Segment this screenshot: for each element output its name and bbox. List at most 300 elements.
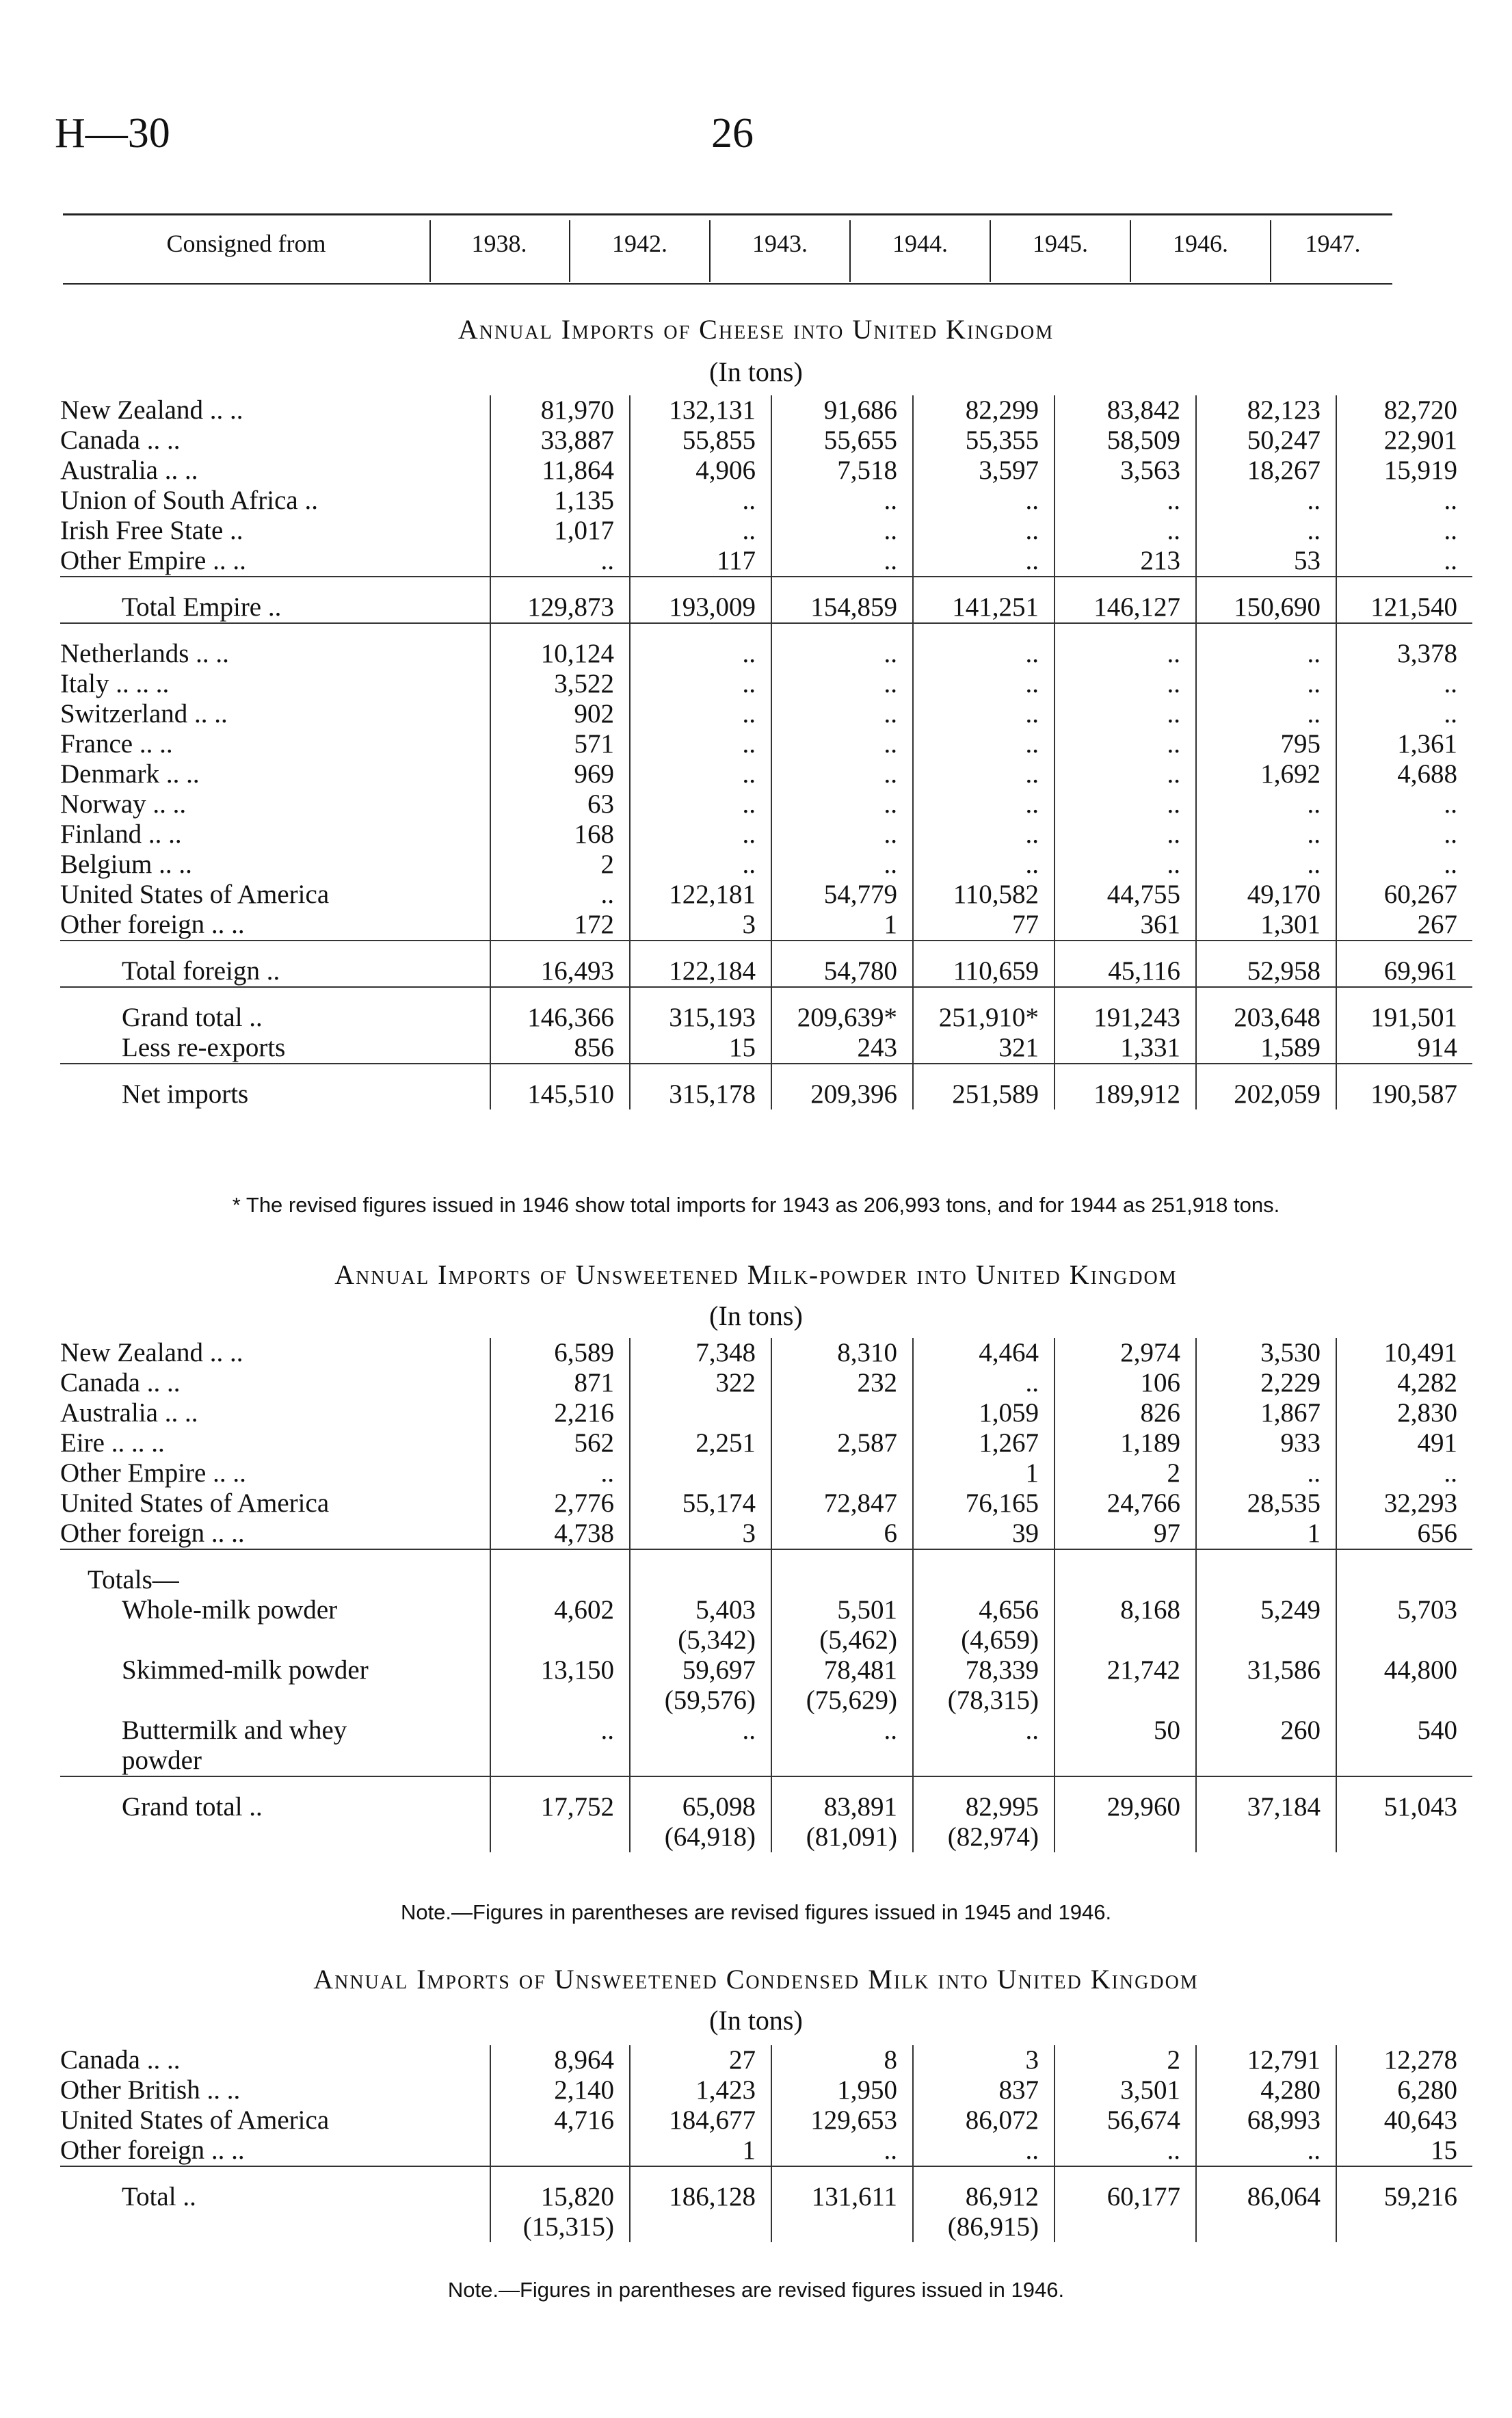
value-cell: 251,910* — [913, 1003, 1055, 1033]
value-cell — [1055, 2212, 1196, 2242]
value-cell: 260 — [1196, 1716, 1336, 1746]
value-cell: 172 — [490, 910, 630, 941]
value-cell: .. — [630, 639, 771, 669]
value-cell: .. — [1336, 669, 1472, 699]
value-cell: .. — [1055, 819, 1196, 850]
value-cell: 1,423 — [630, 2075, 771, 2105]
row-label — [60, 1685, 490, 1716]
value-cell: 49,170 — [1196, 880, 1336, 910]
value-cell — [630, 1565, 771, 1595]
value-cell: 10,491 — [1336, 1338, 1472, 1368]
value-cell: .. — [630, 669, 771, 699]
value-cell: 22,901 — [1336, 425, 1472, 456]
value-cell: .. — [1055, 2136, 1196, 2166]
value-cell: 58,509 — [1055, 425, 1196, 456]
value-cell: 82,720 — [1336, 395, 1472, 425]
value-cell: 82,995 — [913, 1792, 1055, 1822]
value-cell: 1,589 — [1196, 1033, 1336, 1064]
value-cell: 1,950 — [771, 2075, 913, 2105]
milkpowder-row — [60, 1488, 1472, 1519]
value-cell: 132,131 — [630, 395, 771, 425]
cheese-table-title: Annual Imports of Cheese into United Kingdom — [457, 314, 1055, 345]
value-cell: 2,974 — [1055, 1338, 1196, 1368]
spacer — [1336, 2166, 1472, 2182]
spacer — [60, 2166, 490, 2182]
value-cell: 86,912 — [913, 2182, 1055, 2212]
value-cell — [1336, 1746, 1472, 1776]
value-cell: 51,043 — [1336, 1792, 1472, 1822]
row-label — [60, 2212, 490, 2242]
value-cell: 1,331 — [1055, 1033, 1196, 1064]
row-label: Less re-exports — [122, 1033, 286, 1062]
value-cell: 491 — [1336, 1428, 1472, 1458]
value-cell: .. — [913, 789, 1055, 819]
value-cell: 68,993 — [1196, 2105, 1336, 2136]
value-cell — [1336, 1625, 1472, 1655]
row-label: United States of America — [60, 2105, 330, 2135]
column-header-1942: 1942. — [612, 230, 667, 257]
value-cell: .. — [913, 819, 1055, 850]
value-cell: 871 — [490, 1368, 630, 1398]
value-cell: 24,766 — [1055, 1488, 1196, 1519]
value-cell: 6,280 — [1336, 2075, 1472, 2105]
spacer — [1196, 941, 1336, 956]
row-label: Netherlands .. .. — [60, 639, 229, 668]
value-cell: 52,958 — [1196, 956, 1336, 987]
value-cell: 54,779 — [771, 880, 913, 910]
row-label: Other foreign .. .. — [60, 2136, 245, 2165]
row-label: Other British .. .. — [60, 2075, 241, 2105]
condensed-row — [60, 2075, 1472, 2105]
cheese-row — [60, 456, 1472, 486]
value-cell: .. — [630, 789, 771, 819]
value-cell: 39 — [913, 1519, 1055, 1549]
value-cell: 82,299 — [913, 395, 1055, 425]
spacer — [1196, 577, 1336, 592]
value-cell: 7,348 — [630, 1338, 771, 1368]
cheese-foreign-row — [60, 639, 1472, 669]
value-cell: 8,310 — [771, 1338, 913, 1368]
value-cell: 3,501 — [1055, 2075, 1196, 2105]
value-cell: 4,906 — [630, 456, 771, 486]
spacer — [1336, 1064, 1472, 1079]
value-cell: 1,692 — [1196, 759, 1336, 789]
value-cell: 122,181 — [630, 880, 771, 910]
value-cell — [1196, 1746, 1336, 1776]
value-cell: 15,820 — [490, 2182, 630, 2212]
cheese-foreign-row — [60, 759, 1472, 789]
value-cell: 203,648 — [1196, 1003, 1336, 1033]
value-cell: 55,855 — [630, 425, 771, 456]
row-label: Buttermilk and whey — [122, 1716, 347, 1745]
row-label: Australia .. .. — [60, 1398, 198, 1428]
value-cell: 16,493 — [490, 956, 630, 987]
spacer — [771, 577, 913, 592]
value-cell: 86,064 — [1196, 2182, 1336, 2212]
value-cell: 141,251 — [913, 592, 1055, 623]
value-cell: .. — [1055, 729, 1196, 759]
spacer — [1055, 1064, 1196, 1079]
value-cell: .. — [490, 1716, 630, 1746]
value-cell: 189,912 — [1055, 1079, 1196, 1109]
spacer — [913, 1776, 1055, 1792]
spacer — [1196, 987, 1336, 1003]
value-cell: 837 — [913, 2075, 1055, 2105]
value-cell: 10,124 — [490, 639, 630, 669]
spacer — [60, 577, 490, 592]
spacer — [60, 623, 490, 639]
spacer — [771, 1776, 913, 1792]
value-cell: 4,656 — [913, 1595, 1055, 1625]
value-cell: 232 — [771, 1368, 913, 1398]
spacer — [630, 577, 771, 592]
spacer-row — [60, 1549, 1472, 1565]
row-label: Canada .. .. — [60, 425, 181, 455]
spacer-row — [60, 577, 1472, 592]
value-cell: 3,522 — [490, 669, 630, 699]
value-cell — [1196, 1565, 1336, 1595]
value-cell: 795 — [1196, 729, 1336, 759]
value-cell: 322 — [630, 1368, 771, 1398]
row-label: Eire .. .. .. — [60, 1428, 165, 1458]
spacer-row — [60, 987, 1472, 1003]
value-cell: 540 — [1336, 1716, 1472, 1746]
value-cell: 361 — [1055, 910, 1196, 941]
value-cell: 76,165 — [913, 1488, 1055, 1519]
value-cell: .. — [1196, 2136, 1336, 2166]
value-cell: 209,396 — [771, 1079, 913, 1109]
row-label: Other foreign .. .. — [60, 1519, 245, 1548]
milkpowder-unit: (In tons) — [709, 1300, 803, 1331]
value-cell — [490, 1685, 630, 1716]
value-cell: (4,659) — [913, 1625, 1055, 1655]
value-cell: (81,091) — [771, 1822, 913, 1852]
spacer — [1196, 2166, 1336, 2182]
value-cell: 5,703 — [1336, 1595, 1472, 1625]
value-cell: 37,184 — [1196, 1792, 1336, 1822]
value-cell: 2,830 — [1336, 1398, 1472, 1428]
value-cell: .. — [1196, 819, 1336, 850]
value-cell: .. — [630, 850, 771, 880]
value-cell: 209,639* — [771, 1003, 913, 1033]
value-cell: 2,140 — [490, 2075, 630, 2105]
value-cell: 18,267 — [1196, 456, 1336, 486]
spacer — [771, 1064, 913, 1079]
milkpowder-row — [60, 1458, 1472, 1488]
cheese-table — [60, 395, 1472, 1109]
milkpowder-whole-revised-row — [60, 1625, 1472, 1655]
spacer — [490, 2166, 630, 2182]
value-cell: 184,677 — [630, 2105, 771, 2136]
spacer — [60, 987, 490, 1003]
value-cell — [630, 1398, 771, 1428]
spacer — [60, 1549, 490, 1565]
spacer — [913, 623, 1055, 639]
value-cell: (78,315) — [913, 1685, 1055, 1716]
spacer-row — [60, 1776, 1472, 1792]
row-label: Other Empire .. .. — [60, 1458, 246, 1488]
value-cell: 2,216 — [490, 1398, 630, 1428]
value-cell: 186,128 — [630, 2182, 771, 2212]
value-cell: 3 — [630, 1519, 771, 1549]
condensed-row — [60, 2105, 1472, 2136]
row-label: Switzerland .. .. — [60, 699, 228, 728]
value-cell: .. — [1055, 639, 1196, 669]
value-cell: 3,378 — [1336, 639, 1472, 669]
value-cell: .. — [630, 516, 771, 546]
value-cell: 44,755 — [1055, 880, 1196, 910]
cheese-total-foreign-row — [60, 956, 1472, 987]
condensed-table-title: Annual Imports of Unsweetened Condensed Milk into United Kingdom — [313, 1964, 1199, 1995]
value-cell: 856 — [490, 1033, 630, 1064]
value-cell: 191,243 — [1055, 1003, 1196, 1033]
spacer — [630, 941, 771, 956]
value-cell: 969 — [490, 759, 630, 789]
value-cell: .. — [1196, 699, 1336, 729]
value-cell: (64,918) — [630, 1822, 771, 1852]
spacer — [490, 623, 630, 639]
value-cell: 7,518 — [771, 456, 913, 486]
value-cell: .. — [771, 516, 913, 546]
value-cell: .. — [1196, 639, 1336, 669]
value-cell — [1196, 1822, 1336, 1852]
cheese-unit: (In tons) — [709, 356, 803, 387]
value-cell: .. — [771, 789, 913, 819]
spacer — [1196, 1064, 1336, 1079]
value-cell: .. — [1336, 850, 1472, 880]
value-cell: .. — [490, 546, 630, 577]
value-cell: 1 — [1196, 1519, 1336, 1549]
value-cell: .. — [1196, 850, 1336, 880]
value-cell: 902 — [490, 699, 630, 729]
value-cell: 2,251 — [630, 1428, 771, 1458]
value-cell: 1,189 — [1055, 1428, 1196, 1458]
spacer — [913, 577, 1055, 592]
spacer — [1055, 1549, 1196, 1565]
spacer — [771, 941, 913, 956]
value-cell: .. — [1336, 546, 1472, 577]
value-cell: .. — [771, 819, 913, 850]
value-cell: .. — [771, 486, 913, 516]
value-cell: .. — [1055, 516, 1196, 546]
value-cell: 2,776 — [490, 1488, 630, 1519]
milkpowder-table — [60, 1338, 1472, 1852]
value-cell: (75,629) — [771, 1685, 913, 1716]
value-cell: 2 — [1055, 2045, 1196, 2075]
value-cell: 213 — [1055, 546, 1196, 577]
row-label: Grand total .. — [122, 1792, 263, 1822]
value-cell — [490, 2136, 630, 2166]
value-cell: 29,960 — [1055, 1792, 1196, 1822]
value-cell: 562 — [490, 1428, 630, 1458]
value-cell: 131,611 — [771, 2182, 913, 2212]
row-label: Total .. — [122, 2182, 196, 2211]
cheese-row — [60, 395, 1472, 425]
cheese-row — [60, 546, 1472, 577]
value-cell: 2 — [1055, 1458, 1196, 1488]
row-label: Italy .. .. .. — [60, 669, 170, 698]
value-cell: 146,366 — [490, 1003, 630, 1033]
value-cell: .. — [913, 699, 1055, 729]
value-cell: 106 — [1055, 1368, 1196, 1398]
milkpowder-row — [60, 1368, 1472, 1398]
value-cell: .. — [913, 729, 1055, 759]
value-cell: 60,177 — [1055, 2182, 1196, 2212]
column-header-1944: 1944. — [892, 230, 948, 257]
spacer — [1196, 1776, 1336, 1792]
column-header-1943: 1943. — [752, 230, 808, 257]
row-label: United States of America — [60, 880, 330, 909]
value-cell: 72,847 — [771, 1488, 913, 1519]
value-cell — [630, 1458, 771, 1488]
spacer — [1055, 987, 1196, 1003]
value-cell — [630, 2212, 771, 2242]
value-cell: 91,686 — [771, 395, 913, 425]
value-cell: .. — [1336, 789, 1472, 819]
value-cell: 3,597 — [913, 456, 1055, 486]
value-cell — [490, 1565, 630, 1595]
value-cell: (82,974) — [913, 1822, 1055, 1852]
value-cell: .. — [1055, 699, 1196, 729]
milkpowder-row — [60, 1519, 1472, 1549]
condensed-row — [60, 2045, 1472, 2075]
row-label: Total Empire .. — [122, 592, 282, 622]
cheese-foreign-row — [60, 850, 1472, 880]
value-cell: (59,576) — [630, 1685, 771, 1716]
milkpowder-note: Note.—Figures in parentheses are revised figures issued in 1945 and 1946. — [400, 1900, 1112, 1924]
value-cell: 933 — [1196, 1428, 1336, 1458]
row-label: Total foreign .. — [122, 956, 280, 986]
value-cell: .. — [630, 486, 771, 516]
value-cell: (5,342) — [630, 1625, 771, 1655]
spacer — [490, 577, 630, 592]
row-label: Other foreign .. .. — [60, 910, 245, 939]
value-cell: .. — [630, 759, 771, 789]
value-cell: .. — [630, 819, 771, 850]
value-cell: .. — [913, 486, 1055, 516]
spacer — [1055, 577, 1196, 592]
row-label — [60, 1625, 490, 1655]
row-label: Other Empire .. .. — [60, 546, 246, 575]
header-top-rule — [63, 213, 1392, 215]
value-cell: 12,278 — [1336, 2045, 1472, 2075]
value-cell: .. — [771, 639, 913, 669]
row-label — [60, 1822, 490, 1852]
value-cell: .. — [913, 669, 1055, 699]
spacer — [1055, 623, 1196, 639]
value-cell: 69,961 — [1336, 956, 1472, 987]
value-cell — [1196, 1685, 1336, 1716]
value-cell: 110,659 — [913, 956, 1055, 987]
value-cell: 122,184 — [630, 956, 771, 987]
milkpowder-row — [60, 1428, 1472, 1458]
cheese-foreign-row — [60, 699, 1472, 729]
value-cell — [771, 1398, 913, 1428]
value-cell: 571 — [490, 729, 630, 759]
milkpowder-totals-label — [60, 1565, 1472, 1595]
value-cell: 27 — [630, 2045, 771, 2075]
value-cell: 4,280 — [1196, 2075, 1336, 2105]
milkpowder-row — [60, 1338, 1472, 1368]
value-cell: 154,859 — [771, 592, 913, 623]
value-cell: 8,168 — [1055, 1595, 1196, 1625]
value-cell: 4,602 — [490, 1595, 630, 1625]
row-label: Union of South Africa .. — [60, 486, 318, 515]
condensed-row — [60, 2136, 1472, 2166]
row-label: Canada .. .. — [60, 2045, 181, 2075]
value-cell: 3,530 — [1196, 1338, 1336, 1368]
value-cell: 11,864 — [490, 456, 630, 486]
value-cell: .. — [1055, 669, 1196, 699]
value-cell: 5,501 — [771, 1595, 913, 1625]
spacer — [490, 941, 630, 956]
milkpowder-buttermilk-row — [60, 1716, 1472, 1746]
value-cell — [490, 1625, 630, 1655]
value-cell: 321 — [913, 1033, 1055, 1064]
value-cell: 83,842 — [1055, 395, 1196, 425]
value-cell: .. — [771, 1716, 913, 1746]
value-cell: 1,361 — [1336, 729, 1472, 759]
value-cell: .. — [1196, 789, 1336, 819]
value-cell: .. — [913, 546, 1055, 577]
spacer — [630, 987, 771, 1003]
cheese-grand-total-row — [60, 1003, 1472, 1033]
value-cell: 83,891 — [771, 1792, 913, 1822]
value-cell: 1,301 — [1196, 910, 1336, 941]
value-cell: 110,582 — [913, 880, 1055, 910]
milkpowder-whole-row — [60, 1595, 1472, 1625]
value-cell: 145,510 — [490, 1079, 630, 1109]
value-cell: 1,017 — [490, 516, 630, 546]
value-cell: .. — [913, 2136, 1055, 2166]
condensed-total-revised-row — [60, 2212, 1472, 2242]
value-cell: 56,674 — [1055, 2105, 1196, 2136]
value-cell: .. — [1055, 850, 1196, 880]
value-cell: 78,339 — [913, 1655, 1055, 1685]
milkpowder-skimmed-row — [60, 1655, 1472, 1685]
value-cell: 1 — [630, 2136, 771, 2166]
row-label: Norway .. .. — [60, 789, 187, 819]
row-label: Skimmed-milk powder — [122, 1655, 369, 1685]
spacer — [1055, 2166, 1196, 2182]
cheese-footnote: * The revised figures issued in 1946 show total imports for 1943 as 206,993 tons, and for 1944 as 251,918 tons. — [232, 1193, 1280, 1217]
value-cell: .. — [1055, 759, 1196, 789]
spacer — [630, 623, 771, 639]
spacer — [630, 1549, 771, 1565]
value-cell: .. — [1196, 1458, 1336, 1488]
page-number: 26 — [711, 110, 754, 157]
value-cell: 6,589 — [490, 1338, 630, 1368]
value-cell: 315,193 — [630, 1003, 771, 1033]
value-cell: .. — [1196, 669, 1336, 699]
value-cell: 59,697 — [630, 1655, 771, 1685]
value-cell: 3 — [630, 910, 771, 941]
column-header-1947: 1947. — [1305, 230, 1361, 257]
spacer — [490, 1776, 630, 1792]
value-cell: .. — [771, 729, 913, 759]
milkpowder-row — [60, 1398, 1472, 1428]
value-cell: 1,867 — [1196, 1398, 1336, 1428]
value-cell: 4,716 — [490, 2105, 630, 2136]
value-cell: 4,464 — [913, 1338, 1055, 1368]
value-cell — [913, 1565, 1055, 1595]
milkpowder-grand-revised-row — [60, 1822, 1472, 1852]
value-cell: 45,116 — [1055, 956, 1196, 987]
value-cell — [1336, 1565, 1472, 1595]
value-cell — [1055, 1625, 1196, 1655]
spacer — [1336, 941, 1472, 956]
value-cell: 1 — [913, 1458, 1055, 1488]
